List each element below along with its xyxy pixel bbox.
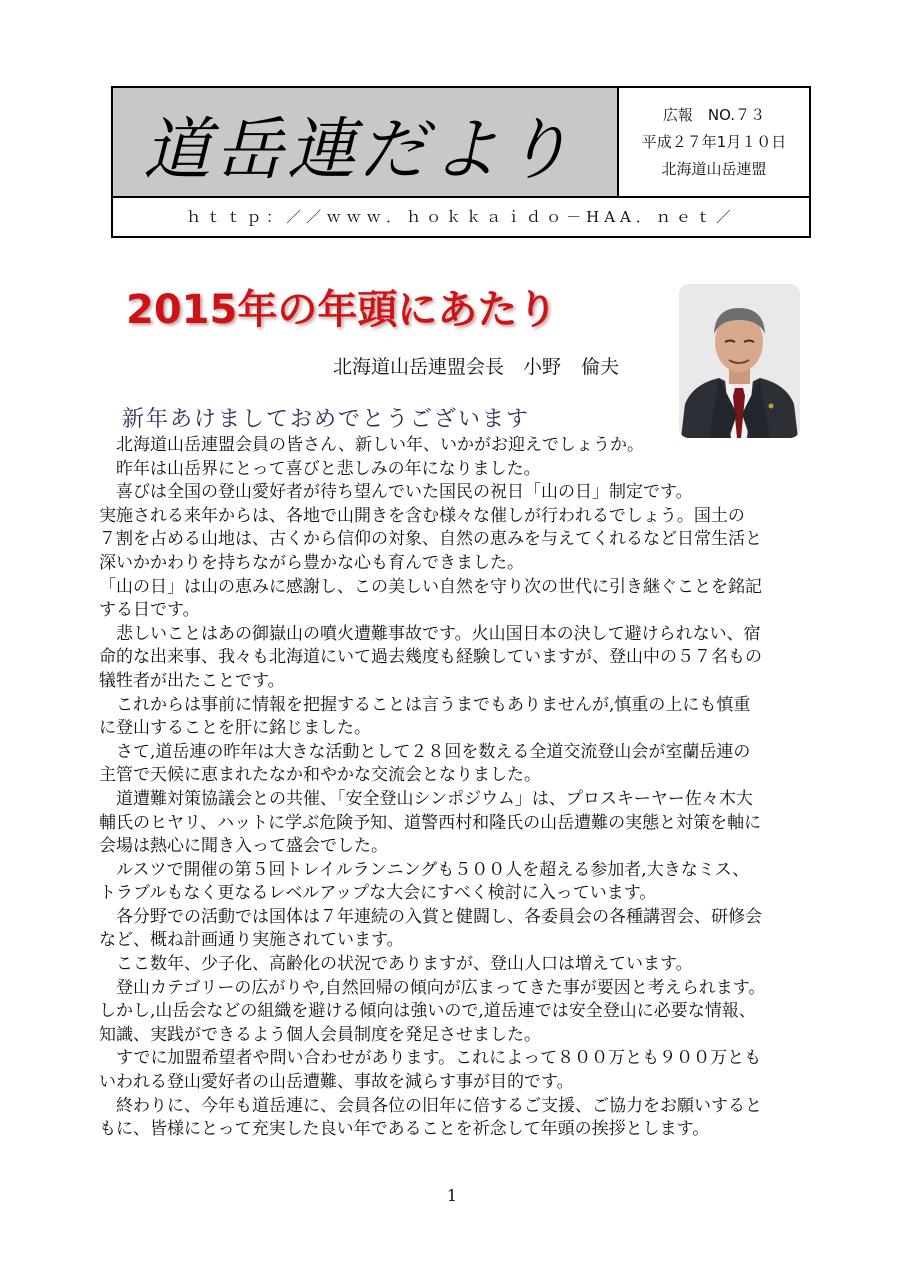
page-number: 1 [446, 1186, 458, 1205]
body-line: ここ数年、少子化、高齢化の状況でありますが、登山人口は増えています。 [99, 954, 693, 975]
body-line: など、概ね計画通り実施されています。 [99, 930, 404, 951]
body-line: 各分野での活動では国体は７年連続の入賞と健闘し、各委員会の各種講習会、研修会 [99, 906, 762, 927]
body-line: ルスツで開催の第５回トレイルランニングも５００人を超える参加者,大きなミス、 [99, 859, 750, 880]
body-line: ７割を占める山地は、古くから信仰の対象、自然の恵みを与えてくれるなど日常生活と [99, 529, 762, 550]
masthead [111, 86, 811, 238]
body-line: 深いかかわりを持ちながら豊かな心も育んできました。 [99, 552, 524, 573]
body-line: 終わりに、今年も道岳連に、会員各位の旧年に倍するご支援、ご協力をお願いすると [99, 1095, 762, 1116]
newsletter-title: 道岳連だより [143, 111, 576, 190]
body-line: に登山することを肝に銘じました。 [99, 718, 371, 739]
article-author: 北海道山岳連盟会長 小野 倫夫 [333, 356, 620, 378]
new-year-greeting: 新年あけましておめでとうございます [122, 407, 531, 432]
body-line: 実施される来年からは、各地で山開きを含む様々な催しが行われるでしょう。国土の [99, 505, 745, 526]
body-line: 犠牲者が出たことです。 [99, 670, 285, 691]
body-line: する日です。 [99, 600, 200, 621]
body-line: 北海道山岳連盟会員の皆さん、新しい年、いかがお迎えでしょうか。 [99, 435, 645, 455]
body-line: 喜びは全国の登山愛好者が待ち望んでいた国民の祝日「山の日」制定です。 [99, 482, 693, 503]
body-line: 登山カテゴリーの広がりや,自然回帰の傾向が広まってきた事が要因と考えられます。 [99, 977, 766, 998]
masthead-title-box [113, 88, 619, 198]
author-photo [679, 284, 800, 438]
body-line: もに、皆様にとって充実した良い年であることを祈念して年頭の挨拶とします。 [99, 1119, 710, 1140]
body-line: 悲しいことはあの御嶽山の噴火遭難事故です。火山国日本の決して避けられない、宿 [99, 623, 761, 644]
website-url[interactable]: ｈｔｔｐ：／／ｗｗｗ．ｈｏｋｋａｉｄｏ－HAA．ｎｅｔ／ [186, 208, 736, 226]
issue-info [619, 88, 809, 198]
body-line: 昨年は山岳界にとって喜びと悲しみの年になりました。 [99, 458, 541, 479]
body-line: 会場は熱心に聞き入って盛会でした。 [99, 836, 388, 857]
body-line: 知識、実践ができるよう個人会員制度を発足させました。 [99, 1024, 541, 1045]
body-line: しかし,山岳会などの組織を避ける傾向は強いので,道岳連では安全登山に必要な情報、 [99, 1001, 756, 1022]
body-line: 輔氏のヒヤリ、ハットに学ぶ危険予知、道警西村和隆氏の山岳遭難の実態と対策を軸に [99, 812, 762, 833]
article-body [99, 434, 815, 1142]
body-line: 主管で天候に恵まれたなか和やかな交流会となりました。 [99, 765, 541, 786]
body-line: すでに加盟希望者や問い合わせがあります。これによって８００万とも９００万とも [99, 1048, 762, 1069]
publisher: 北海道山岳連盟 [661, 160, 767, 178]
body-line: 「山の日」は山の恵みに感謝し、この美しい自然を守り次の世代に引き継ぐことを銘記 [99, 576, 762, 597]
body-line: 道遭難対策協議会との共催、「安全登山シンポジウム」は、プロスキーヤー佐々木大 [99, 788, 753, 809]
body-line: いわれる登山愛好者の山岳遭難、事故を減らす事が目的です。 [99, 1072, 574, 1093]
issue-number: 広報 NO.７３ [662, 106, 766, 124]
body-line: さて,道岳連の昨年は大きな活動として２８回を数える全道交流登山会が室蘭岳連の [99, 741, 751, 762]
body-line: トラブルもなく更なるレベルアップな大会にすべく検討に入っています。 [99, 883, 657, 904]
body-line: 命的な出来事、我々も北海道にいて過去幾度も経験していますが、登山中の５７名もの [99, 647, 762, 668]
issue-date: 平成２７年1月１０日 [641, 133, 787, 151]
article-headline: 2015年の年頭にあたり [126, 287, 558, 333]
body-line: これからは事前に情報を把握することは言うまでもありませんが,慎重の上にも慎重 [99, 694, 751, 715]
portrait-illustration [679, 284, 800, 438]
